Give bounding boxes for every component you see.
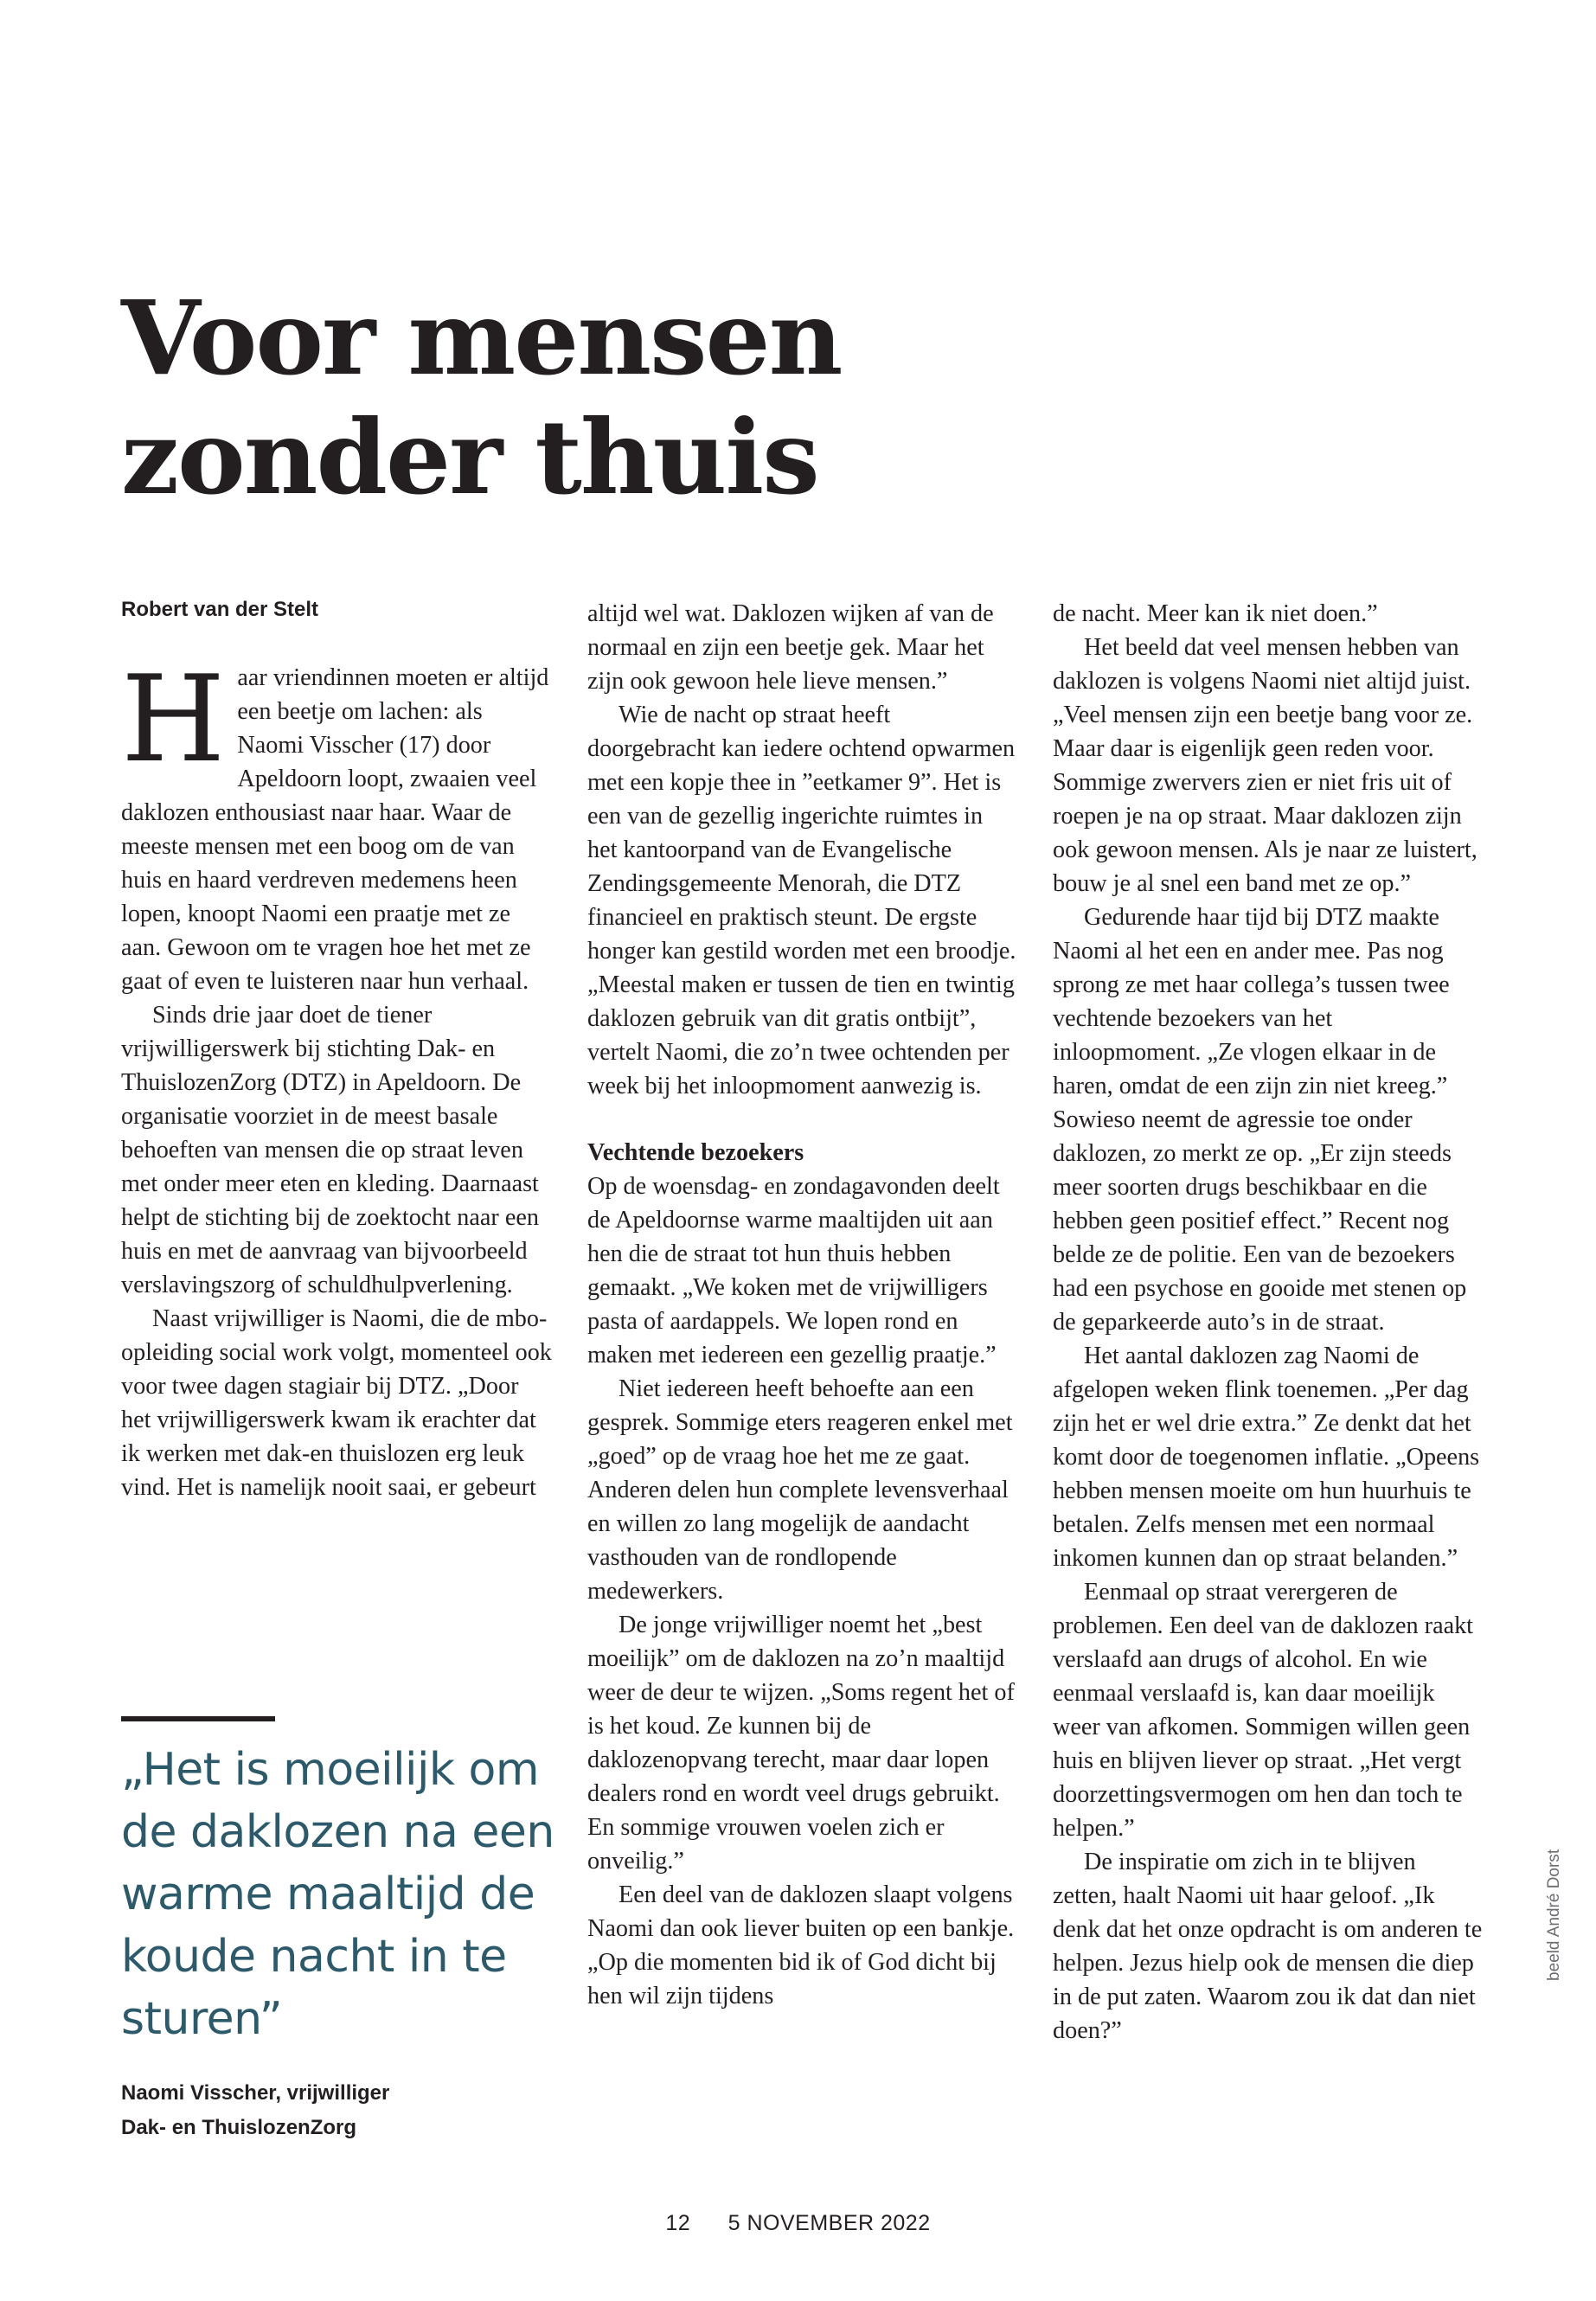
article-title [121, 279, 1073, 517]
paragraph: De inspiratie om zich in te blijven zetten, haalt Naomi uit haar geloof. „Ik denk dat het onze opdracht is om anderen te helpen. Jezus hielp ook de mensen die diep in de put zaten. Waarom zou ik dat dan niet doen?” [1053, 1849, 1483, 2044]
paragraph [121, 650, 552, 998]
column-2 [587, 597, 1018, 2013]
attribution-line-1: Naomi Visscher, vrijwilliger [121, 2081, 390, 2105]
column-1 [121, 597, 552, 1504]
paragraph: altijd wel wat. Daklozen wijken af van de normaal en zijn een beetje gek. Maar het zijn ook gewoon hele lieve mensen.” [587, 600, 994, 695]
title-line-2: zonder thuis [121, 397, 818, 517]
paragraph: Het aantal daklozen zag Naomi de afgelopen weken flink toenemen. „Per dag zijn het er wel drie extra.” Ze denkt dat het komt door de toegenomen inflatie. „Opeens hebben mensen moeite om hun huurhuis te betalen. Zelfs mensen met een normaal inkomen kunnen dan op straat belanden.” [1053, 1343, 1480, 1572]
attribution-line-2: Dak- en ThuislozenZorg [121, 2116, 357, 2139]
drop-cap: H [121, 650, 226, 789]
issue-date: 5 NOVEMBER 2022 [727, 2211, 931, 2235]
photo-credit: beeld André Dorst [1545, 1849, 1563, 1981]
author-byline: Robert van der Stelt [121, 598, 319, 621]
page-number: 12 [665, 2211, 691, 2235]
page-footer [0, 2211, 1596, 2236]
paragraph: Wie de nacht op straat heeft doorgebracht kan iedere ochtend opwarmen met een kopje thee in ”eetkamer 9”. Het is een van de gezellig ingerichte ruimtes in het kantoorpand van de Evangelische Zendingsgemeente Menorah, die DTZ financieel en praktisch steunt. De ergste honger kan gestild worden met een broodje. „Meestal maken er tussen de tien en twintig daklozen gebruik van dit gratis ontbijt”, vertelt Naomi, die zo’n twee ochtenden per week bij het inloopmoment aanwezig is. [587, 702, 1016, 1099]
pullquote-rule [121, 1716, 275, 1721]
paragraph: Op de woensdag- en zondagavonden deelt de Apeldoornse warme maaltijden uit aan hen die de straat tot hun thuis hebben gemaakt. „We koken met de vrijwilligers pasta of aardappels. We lopen rond en maken met iedereen een gezellig praatje.” [587, 1173, 1000, 1368]
paragraph: De jonge vrijwilliger noemt het „best moeilijk” om de daklozen na zo’n maaltijd weer de deur te wijzen. „Soms regent het of is het koud. Ze kunnen bij de daklozenopvang terecht, maar daar lopen dealers rond en wordt veel drugs gebruikt. En sommige vrouwen voelen zich er onveilig.” [587, 1612, 1015, 1875]
paragraph: Gedurende haar tijd bij DTZ maakte Naomi al het een en ander mee. Pas nog sprong ze met haar collega’s tussen twee vechtende bezoekers van het inloopmoment. „Ze vlogen elkaar in de haren, omdat de een zijn zin niet kreeg.” Sowieso neemt de agressie toe onder daklozen, zo merkt ze op. „Er zijn steeds meer soorten drugs beschikbaar en die hebben geen positief effect.” Recent nog belde ze de politie. Een van de bezoekers had een psychose en gooide met stenen op de geparkeerde auto’s in de straat. [1053, 904, 1467, 1336]
paragraph: Een deel van de daklozen slaapt volgens Naomi dan ook liever buiten op een bankje. „Op die momenten bid ik of God dicht bij hen wil zijn tijdens [587, 1881, 1015, 2009]
paragraph: Naast vrijwilliger is Naomi, die de mbo-opleiding social work volgt, momenteel ook voor twee dagen stagiair bij DTZ. „Door het vrijwilligerswerk kwam ik erachter dat ik werken met dak-en thuislozen erg leuk vind. Het is namelijk nooit saai, er gebeurt [121, 1305, 552, 1501]
paragraph-text: aar vriendinnen moeten er altijd een beetje om lachen: als Naomi Visscher (17) door Apeldoorn loopt, zwaaien veel daklozen enthousiast naar haar. Waar de meeste mensen met een boog om de van huis en haard verdreven medemens heen lopen, knoopt Naomi een praatje met ze aan. Gewoon om te vragen hoe het met ze gaat of even te luisteren naar hun verhaal. [121, 664, 549, 995]
pullquote: „Het is moeilijk om de daklozen na een warme maaltijd de koude nacht in te sturen” [121, 1744, 554, 2045]
subheading: Vechtende bezoekers [587, 1139, 804, 1166]
paragraph: Niet iedereen heeft behoefte aan een gesprek. Sommige eters reageren enkel met „goed” op de vraag hoe het me ze gaat. Anderen delen hun complete levensverhaal en willen zo lang mogelijk de aandacht vasthouden van de rondlopende medewerkers. [587, 1375, 1013, 1605]
title-line-1: Voor mensen [121, 278, 842, 398]
paragraph: Sinds drie jaar doet de tiener vrijwilligerswerk bij stichting Dak- en ThuislozenZorg (DTZ) in Apeldoorn. De organisatie voorziet in de meest basale behoeften van mensen die op straat leven met onder meer eten en kleding. Daarnaast helpt de stichting bij de zoektocht naar een huis en met de aanvraag van bijvoorbeeld verslavingszorg of schuldhulpverlening. [121, 1002, 539, 1298]
paragraph: de nacht. Meer kan ik niet doen.” [1053, 600, 1378, 627]
column-3 [1053, 597, 1484, 2048]
pullquote-attribution [121, 2076, 571, 2145]
paragraph: Het beeld dat veel mensen hebben van daklozen is volgens Naomi niet altijd juist. „Veel mensen zijn een beetje bang voor ze. Maar daar is eigenlijk geen reden voor. Sommige zwervers zien er niet fris uit of roepen je na op straat. Maar daklozen zijn ook gewoon mensen. Als je naar ze luistert, bouw je al snel een band met ze op.” [1053, 634, 1477, 897]
paragraph: Eenmaal op straat verergeren de problemen. Een deel van de daklozen raakt verslaafd aan drugs of alcohol. En wie eenmaal verslaafd is, kan daar moeilijk weer van afkomen. Sommigen willen geen huis en blijven liever op straat. „Het vergt doorzettingsvermogen om hen dan toch te helpen.” [1053, 1579, 1474, 1842]
